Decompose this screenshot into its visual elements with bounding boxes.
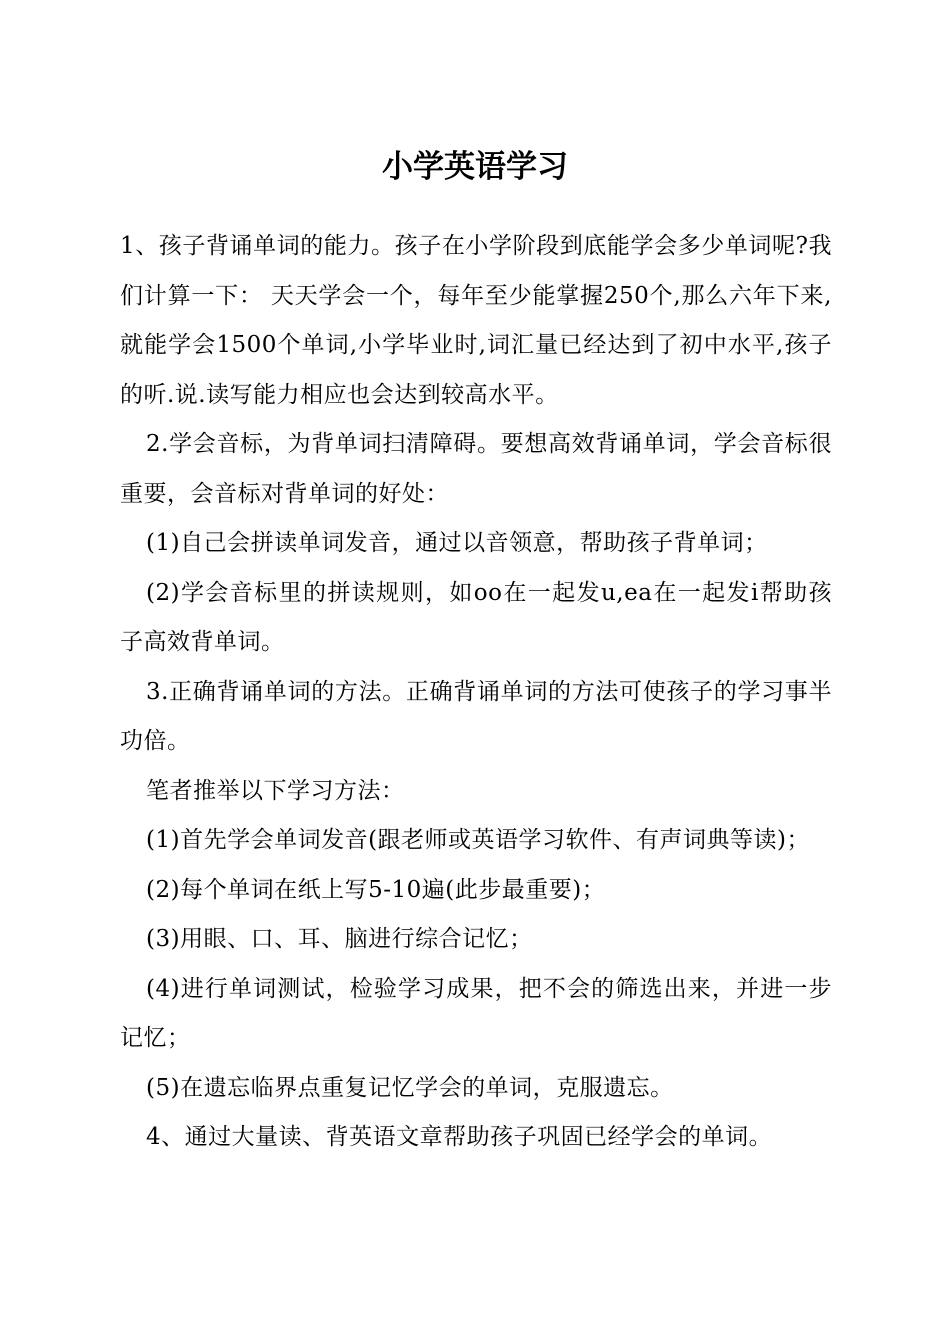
paragraph-5: 3.正确背诵单词的方法。正确背诵单词的方法可使孩子的学习事半功倍。 (120, 678, 832, 754)
paragraph-8: (2)每个单词在纸上写5-10遍(此步最重要)； (146, 876, 606, 903)
document-title: 小学英语学习 (382, 149, 568, 185)
paragraph-7: (1)首先学会单词发音(跟老师或英语学习软件、有声词典等读)； (146, 827, 811, 853)
paragraph-2: 2.学会音标，为背单词扫清障碍。要想高效背诵单词，学会音标很重要，会音标对背单词的好处： (120, 431, 832, 507)
paragraph-1: 1、孩子背诵单词的能力。孩子在小学阶段到底能学会多少单词呢?我们计算一下： 天天学会一个，每年至少能掌握250个,那么六年下来,就能学会1500个单词,小学毕业时,词汇量已经达到了初中水平,孩子的听.说.读写能力相应也会达到较高水平。 (120, 233, 832, 408)
paragraph-6: 笔者推举以下学习方法： (146, 777, 405, 804)
document-body (120, 222, 832, 1163)
paragraph-4: (2)学会音标里的拼读规则，如oo在一起发u,ea在一起发i帮助孩子高效背单词。 (120, 579, 832, 655)
paragraph-11: (5)在遗忘临界点重复记忆学会的单词，克服遗忘。 (146, 1074, 674, 1101)
paragraph-3: (1)自己会拼读单词发音，通过以音领意，帮助孩子背单词； (146, 530, 768, 556)
paragraph-10: (4)进行单词测试，检验学习成果，把不会的筛选出来，并进一步记忆； (120, 975, 832, 1051)
paragraph-9: (3)用眼、口、耳、脑进行综合记忆； (146, 926, 533, 952)
paragraph-12: 4、通过大量读、背英语文章帮助孩子巩固已经学会的单词。 (146, 1124, 773, 1150)
